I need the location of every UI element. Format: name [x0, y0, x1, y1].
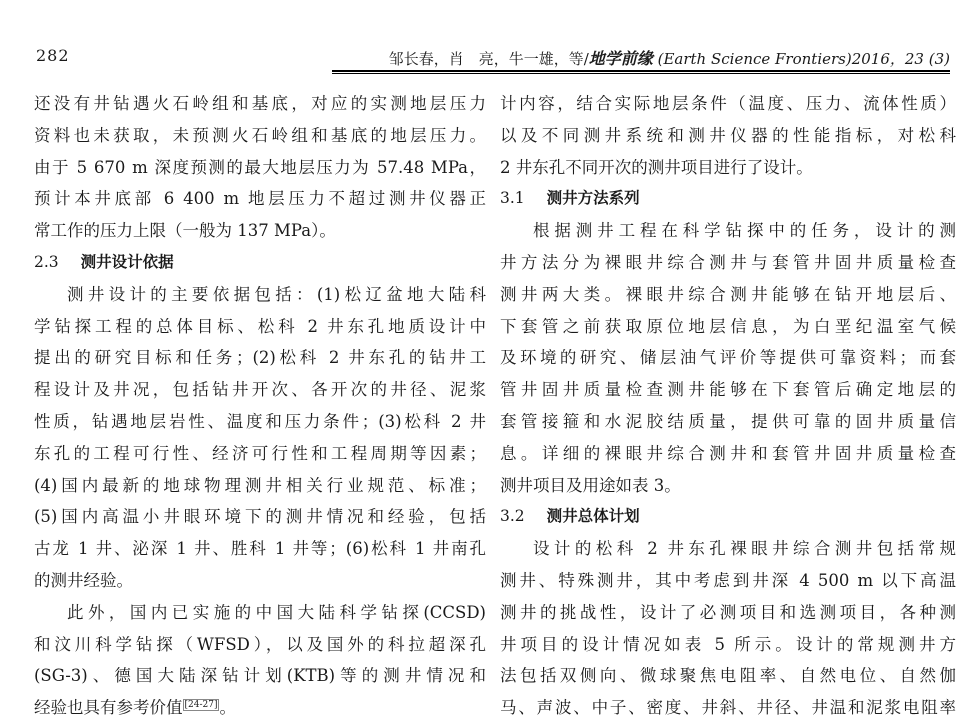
text-line: 由于 5 670 m 深度预测的最大地层压力为 57.48 MPa， [34, 157, 486, 177]
text-line: 及环境的研究、储层油气评价等提供可靠资料；而套 [500, 348, 956, 368]
text-line: 东孔的工程可行性、经济可行性和工程周期等因素； [34, 443, 486, 463]
page-header [0, 0, 980, 80]
text-line: 和汶川科学钻探（WFSD），以及国外的科拉超深孔 [34, 634, 486, 654]
section-title: 测井总体计划 [546, 507, 640, 526]
running-head-journal: 地学前缘 [588, 49, 653, 68]
text-line: 预计本井底部 6 400 m 地层压力不超过测井仪器正 [34, 189, 486, 209]
text-line: 马、声波、中子、密度、井斜、井径、井温和泥浆电阻率 [500, 698, 956, 718]
citation-link[interactable]: [24-27] [184, 699, 218, 710]
text-segment: 经验也具有参考价值 [34, 698, 183, 718]
text-line: 测井设计的主要依据包括：(1)松辽盆地大陆科 [67, 284, 486, 304]
section-heading [500, 183, 956, 215]
text-line: 古龙 1 井、泌深 1 井、胜科 1 井等；(6)松科 1 井南孔 [34, 539, 486, 559]
text-line: 测井两大类。裸眼井综合测井能够在钻开地层后、 [500, 284, 956, 304]
text-line [34, 692, 486, 724]
text-line: 提出的研究目标和任务；(2)松科 2 井东孔的钻井工 [34, 348, 486, 368]
section-number: 3.1 [500, 189, 525, 208]
running-head-journal-en: (Earth Science Frontiers)2016，23 (3) [657, 50, 950, 68]
text-line: 下套管之前获取原位地层信息，为白垩纪温室气候 [500, 316, 956, 336]
section-heading [500, 501, 956, 533]
text-line: 设计的松科 2 井东孔裸眼井综合测井包括常规 [533, 539, 956, 559]
text-line: 此外，国内已实施的中国大陆科学钻探(CCSD) [67, 602, 486, 622]
right-column [500, 88, 956, 724]
section-title: 测井设计依据 [80, 252, 174, 271]
text-line: (4)国内最新的地球物理测井相关行业规范、标准； [34, 475, 486, 495]
running-head [389, 46, 950, 69]
header-rule-thick [332, 70, 950, 72]
text-line: 测井项目及用途如表 3。 [500, 475, 681, 495]
text-line: 息。详细的裸眼井综合测井和套管井固井质量检查 [500, 443, 956, 463]
page-number: 282 [36, 46, 70, 65]
text-line: 测井的挑战性，设计了必测项目和选测项目，各种测 [500, 602, 956, 622]
text-line: 的测井经验。 [34, 570, 133, 590]
text-line: 根据测井工程在科学钻探中的任务，设计的测 [533, 221, 956, 241]
header-rule-thin [332, 73, 950, 74]
text-line: 法包括双侧向、微球聚焦电阻率、自然电位、自然伽 [500, 666, 956, 686]
text-line: 井项目的设计情况如表 5 所示。设计的常规测井方 [500, 634, 956, 654]
section-heading [34, 247, 486, 279]
text-line: (SG-3)、德国大陆深钻计划(KTB)等的测井情况和 [34, 666, 486, 686]
text-segment: 。 [219, 698, 236, 718]
text-line: 测井、特殊测井，其中考虑到井深 4 500 m 以下高温 [500, 570, 956, 590]
text-line: 资料也未获取，未预测火石岭组和基底的地层压力。 [34, 125, 486, 145]
text-line: 套管接箍和水泥胶结质量，提供可靠的固井质量信 [500, 411, 956, 431]
text-line: 管井固井质量检查测井能够在下套管后确定地层的 [500, 380, 956, 400]
section-title: 测井方法系列 [546, 189, 640, 208]
section-number: 3.2 [500, 507, 525, 526]
text-line: (5)国内高温小井眼环境下的测井情况和经验，包括 [34, 507, 486, 527]
text-line: 井方法分为裸眼井综合测井与套管井固井质量检查 [500, 252, 956, 272]
text-line: 程设计及井况，包括钻井开次、各开次的井径、泥浆 [34, 380, 486, 400]
text-line: 计内容，结合实际地层条件（温度、压力、流体性质） [500, 94, 956, 113]
text-line: 常工作的压力上限（一般为 137 MPa）。 [34, 221, 336, 241]
text-line: 学钻探工程的总体目标、松科 2 井东孔地质设计中 [34, 316, 486, 336]
text-line: 以及不同测井系统和测井仪器的性能指标，对松科 [500, 125, 956, 145]
text-line: 性质，钻遇地层岩性、温度和压力条件；(3)松科 2 井 [34, 411, 486, 431]
text-line: 还没有井钻遇火石岭组和基底，对应的实测地层压力 [34, 94, 486, 113]
left-column [34, 88, 486, 724]
text-line: 2 井东孔不同开次的测井项目进行了设计。 [500, 157, 813, 177]
section-number: 2.3 [34, 252, 59, 271]
running-head-authors: 邹长春，肖 亮，牛一雄，等/ [388, 50, 589, 68]
